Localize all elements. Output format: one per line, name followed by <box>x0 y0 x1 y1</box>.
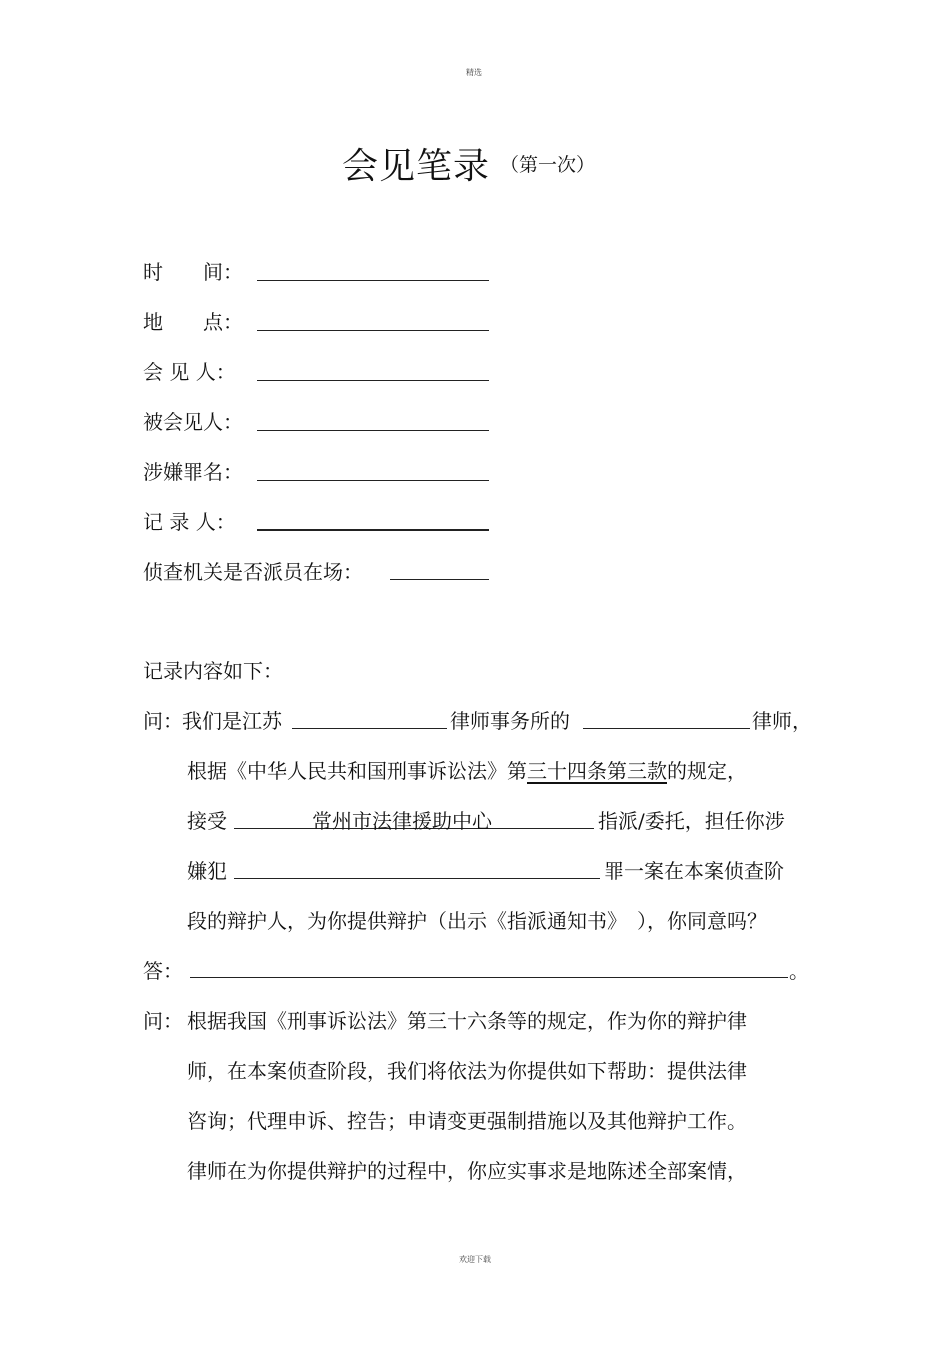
q1-blank-crime[interactable] <box>234 878 600 879</box>
footer-mark: 欢迎下载 <box>459 1255 491 1264</box>
field-line-time[interactable] <box>257 280 489 281</box>
q1-blank-firm[interactable] <box>292 728 447 729</box>
q1-line1-b: 律师事务所的 <box>450 709 570 733</box>
q1-line3-b: 指派/委托，担任你涉 <box>598 809 785 833</box>
q2-line2: 师，在本案侦查阶段，我们将依法为你提供如下帮助：提供法律 <box>187 1059 747 1083</box>
q1-line2: 根据《中华人民共和国刑事诉讼法》第三十四条第三款的规定， <box>187 759 747 783</box>
field-label-place: 地 点： <box>143 310 243 334</box>
q1-agency-value: 常州市法律援助中心 <box>312 809 492 833</box>
q1-line3-a: 接受 <box>187 809 227 833</box>
q1-line5: 段的辩护人，为你提供辩护（出示《指派通知书》 ），你同意吗？ <box>187 909 767 933</box>
field-line-place[interactable] <box>257 330 489 331</box>
a1-prefix: 答： <box>143 959 183 983</box>
field-label-time: 时 间： <box>143 260 243 284</box>
q1-line4-b: 罪一案在本案侦查阶 <box>604 859 784 883</box>
field-label-investigator-present: 侦查机关是否派员在场： <box>143 560 363 584</box>
q2-line4: 律师在为你提供辩护的过程中，你应实事求是地陈述全部案情， <box>187 1159 747 1183</box>
field-line-charge[interactable] <box>257 480 489 481</box>
field-label-recorder: 记 录 人： <box>143 510 236 534</box>
field-line-investigator-present[interactable] <box>390 579 489 580</box>
q1-prefix: 问： <box>143 709 183 733</box>
q1-line1-c: 律师， <box>752 709 812 733</box>
a1-blank-answer[interactable] <box>190 977 788 978</box>
q1-line4-a: 嫌犯 <box>187 859 227 883</box>
field-line-recorder[interactable] <box>257 529 489 531</box>
a1-end: 。 <box>789 959 809 983</box>
record-heading: 记录内容如下： <box>143 659 283 683</box>
q1-line1-a: 我们是江苏 <box>182 709 282 733</box>
field-label-visitor: 会 见 人： <box>143 360 236 384</box>
field-label-charge: 涉嫌罪名： <box>143 460 243 484</box>
q2-line3: 咨询；代理申诉、控告；申请变更强制措施以及其他辩护工作。 <box>187 1109 747 1133</box>
q2-prefix: 问： <box>143 1009 183 1033</box>
page-subtitle: （第一次） <box>500 154 596 176</box>
field-line-visitor[interactable] <box>257 380 489 381</box>
field-line-visitee[interactable] <box>257 430 489 431</box>
header-mark: 精选 <box>466 68 482 77</box>
page-title: 会见笔录 <box>342 146 491 187</box>
field-label-visitee: 被会见人： <box>143 410 243 434</box>
q1-blank-lawyer[interactable] <box>583 728 750 729</box>
q2-line1: 根据我国《刑事诉讼法》第三十六条等的规定，作为你的辩护律 <box>187 1009 747 1033</box>
